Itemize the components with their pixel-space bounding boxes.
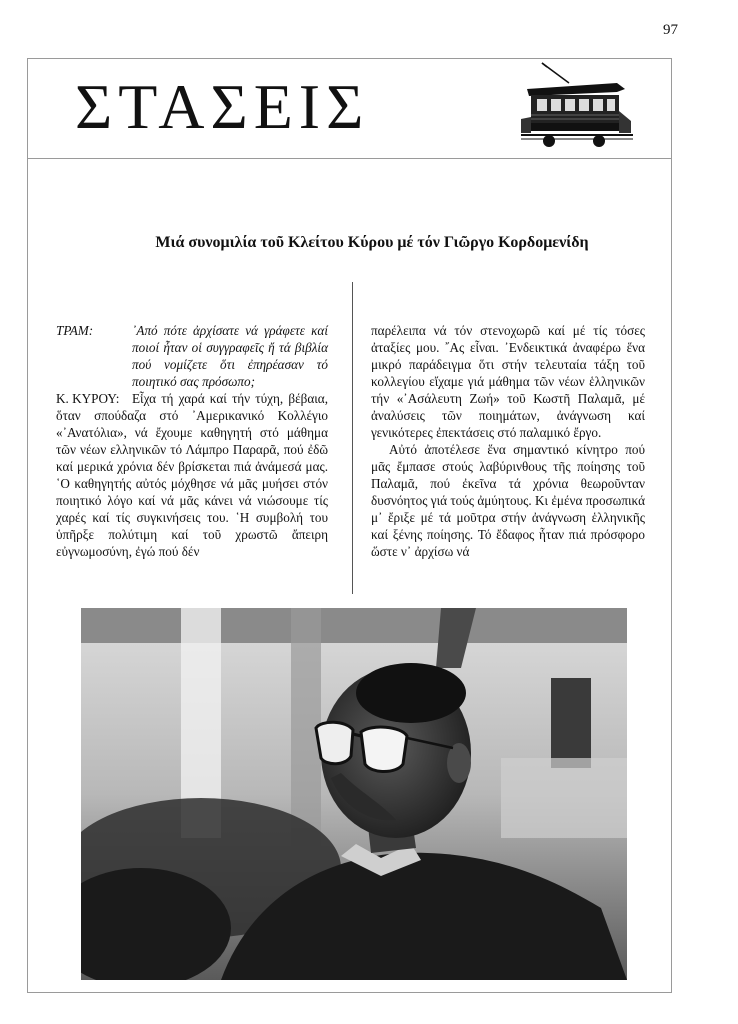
interview-question [56, 322, 328, 390]
interview-answer [56, 390, 328, 560]
right-paragraph-1: παρέλειπα νά τόν στενοχωρῶ καί μέ τίς τόσες ἀταξίες μου. ῎Ας εἶναι. ᾿Ενδεικτικά ἀναφέρω ἕνα μικρό παράδειγμα ὅτι στήν τελευταία τάξη τοῦ κολλεγίου εἴχαμε γιά μάθημα τῶν νέων ἑλληνικῶν τήν «᾿Ασάλευτη Ζωή» τοῦ Κωστῆ Παλαμᾶ, μέ ἀναλύσεις τῶν ποιημάτων, ἀνάγνωση καί γενικότερες ἐπεκτάσεις στό παλαμικό ἔργο. [371, 323, 645, 440]
article-headline: Μιά συνομιλία τοῦ Κλείτου Κύρου μέ τόν Γιῶργο Κορδομενίδη [155, 234, 589, 251]
answer-speaker: Κ. ΚΥΡΟΥ: [56, 391, 120, 406]
answer-text: Εἶχα τή χαρά καί τήν τύχη, βέβαια, ὅταν σπούδαζα στό ᾿Αμερικανικό Κολλέγιο «᾿Ανατόλια», νά ἔχουμε καθηγητή στό μάθημα τῶν νέων ελληνικῶν τό Λάμπρο Παραρᾶ, πού ἐδῶ καί μερικά χρόνια δέν βρίσκεται πιά ἀνάμεσά μας. ῾Ο καθηγητής αὐτός μόχθησε νά μᾶς μυήσει στόν ποιητικό λόγο καί νά μᾶς κάνει νά νιώσουμε τίς χαρές καί τίς συγκινήσεις του. ῾Η συμβολή του ὑπῆρξε πολύτιμη καί τοῦ χρωστῶ ἄπειρη εὐγνωμοσύνη, ἐγώ πού δέν [56, 391, 328, 559]
right-paragraph-2: Αὐτό ἀποτέλεσε ἕνα σημαντικό κίνητρο πού μᾶς ἔμπασε στούς λαβύρινθους τῆς ποίησης τοῦ Παλαμᾶ, πού ἐκεῖνα τά χρόνια θεωροῦνταν δυσνόητος γιά τούς ἀμύητους. Κι ἐμένα προσωπικά μ᾿ ἔριξε μέ τά μοῦτρα στήν ἀνάγνωση ἑλληνικῆς καί ξένης ποίησης. Τό ἔδαφος ἦταν πιά πρόσφορο ὥστε ν᾿ ἀρχίσω νά [371, 442, 645, 559]
question-speaker: ΤΡΑΜ: [56, 323, 94, 338]
portrait-photo [81, 608, 627, 980]
question-text: ᾿Από πότε ἀρχίσατε νά γράφετε καί ποιοί ἦταν οἱ συγγραφεῖς ἤ τά βιβλία πού νομίζετε ὅτι ἐπηρέασαν τό ποιητικό σας πρόσωπο; [132, 323, 328, 389]
left-column [56, 322, 328, 560]
section-title: ΣΤΑΣΕΙΣ [75, 71, 370, 142]
right-column [371, 322, 645, 560]
tram-logo [507, 61, 637, 151]
masthead [27, 58, 672, 159]
column-divider [352, 282, 353, 594]
page-number: 97 [663, 22, 678, 38]
